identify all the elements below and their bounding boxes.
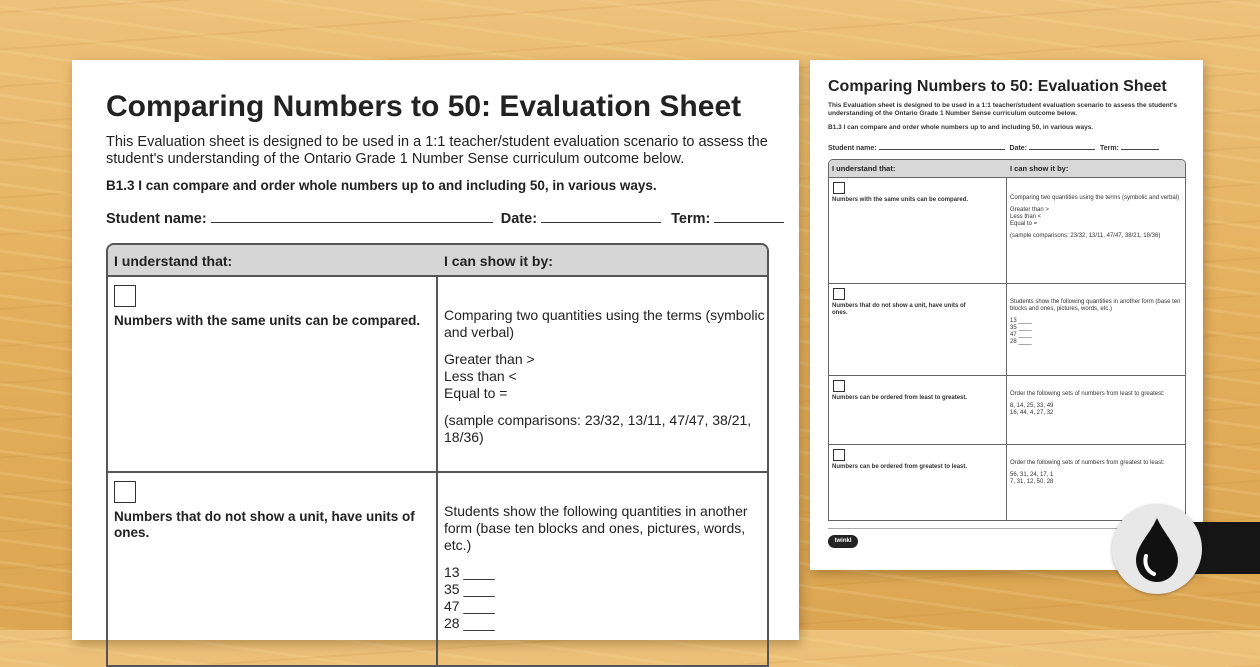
table-header: [108, 245, 767, 277]
row-show-text: Order the following sets of numbers from greatest to least:: [1010, 460, 1165, 466]
checkbox[interactable]: [833, 449, 845, 461]
sheet-title: Comparing Numbers to 50: Evaluation Sheet: [106, 90, 742, 123]
sheet-title: Comparing Numbers to 50: Evaluation Sheet: [828, 78, 1167, 95]
col-header-understand: I understand that:: [832, 164, 896, 173]
table-row: [829, 376, 1185, 445]
student-name-label: Student name:: [828, 145, 877, 152]
row-statement: Numbers with the same units can be compared.: [114, 313, 421, 328]
row-show-text: Comparing two quantities using the terms (symbolic and verbal): [444, 307, 765, 340]
row-show-text: Greater than > Less than < Equal to =: [1010, 207, 1049, 227]
checkbox[interactable]: [833, 288, 845, 300]
col-header-understand: I understand that:: [114, 253, 233, 269]
curriculum-outcome: B1.3 I can compare and order whole numbers up to and including 50, in various ways.: [106, 178, 657, 193]
row-statement: Numbers can be ordered from greatest to least.: [832, 464, 968, 470]
checkbox[interactable]: [114, 481, 136, 503]
row-show-text: 13 ____ 35 ____ 47 ____ 28 ____: [444, 564, 495, 631]
row-show-text: Order the following sets of numbers from least to greatest:: [1010, 391, 1165, 397]
ink-drop-icon: [1112, 504, 1202, 594]
term-label: Term:: [671, 211, 711, 227]
sheet-intro: This Evaluation sheet is designed to be used in a 1:1 teacher/student evaluation scenario to assess the student's understanding of the Ontario Grade 1 Number Sense curriculum outcome below.: [828, 102, 1178, 117]
row-statement: Numbers that do not show a unit, have units of ones.: [832, 303, 966, 316]
row-show-text: Students show the following quantities in another form (base ten blocks and ones, pictures, words, etc.): [1010, 299, 1181, 312]
student-name-label: Student name:: [106, 211, 207, 227]
row-show-text: Students show the following quantities in another form (base ten blocks and ones, pictures, words, etc.): [444, 503, 748, 553]
table-row: [108, 277, 767, 473]
student-fields: [106, 208, 784, 227]
checkbox[interactable]: [114, 285, 136, 307]
row-show-text: 8, 14, 25, 33, 49 16, 44, 4, 27, 32: [1010, 403, 1054, 416]
checkbox[interactable]: [833, 380, 845, 392]
table-header: [829, 160, 1185, 178]
date-label: Date:: [1009, 145, 1028, 152]
student-fields: [828, 142, 1159, 152]
row-show-text: Comparing two quantities using the terms (symbolic and verbal): [1010, 195, 1180, 201]
row-show-text: (sample comparisons: 23/32, 13/11, 47/47, 38/21, 18/36): [444, 412, 752, 445]
sheet-intro: This Evaluation sheet is designed to be used in a 1:1 teacher/student evaluation scenario to assess the student's understanding of the Ontario Grade 1 Number Sense curriculum outcome below.: [106, 134, 768, 167]
term-line: [1121, 142, 1159, 150]
row-show-text: 56, 31, 24, 17, 1 7, 31, 12, 50, 28: [1010, 472, 1054, 485]
date-line: [1029, 142, 1095, 150]
editable-badge: [1112, 504, 1202, 594]
student-name-line: [879, 142, 1005, 150]
row-show-text: (sample comparisons: 23/32, 13/11, 47/47, 38/21, 18/36): [1010, 233, 1161, 239]
term-label: Term:: [1099, 145, 1119, 152]
twinkl-logo: twinkl: [828, 535, 858, 548]
table-row: [829, 178, 1185, 284]
row-statement: Numbers with the same units can be compared.: [832, 197, 969, 203]
row-statement: Numbers that do not show a unit, have units of ones.: [114, 509, 415, 540]
student-name-line: [211, 208, 493, 223]
preview-sheet-small: [810, 60, 1203, 570]
table-row: [829, 284, 1185, 376]
preview-sheet-large: [72, 60, 799, 640]
date-line: [541, 208, 661, 223]
col-header-show: I can show it by:: [1010, 164, 1069, 173]
checkbox[interactable]: [833, 182, 845, 194]
row-show-text: 13 ____ 35 ____ 47 ____ 28 ____: [1010, 318, 1032, 345]
date-label: Date:: [500, 211, 538, 227]
row-statement: Numbers can be ordered from least to greatest.: [832, 395, 968, 401]
term-line: [714, 208, 784, 223]
table-row: [108, 473, 767, 667]
evaluation-table: [106, 243, 769, 667]
curriculum-outcome: B1.3 I can compare and order whole numbers up to and including 50, in various ways.: [828, 124, 1094, 131]
evaluation-table: [828, 159, 1186, 521]
row-show-text: Greater than > Less than < Equal to =: [444, 351, 535, 401]
col-header-show: I can show it by:: [444, 253, 553, 269]
